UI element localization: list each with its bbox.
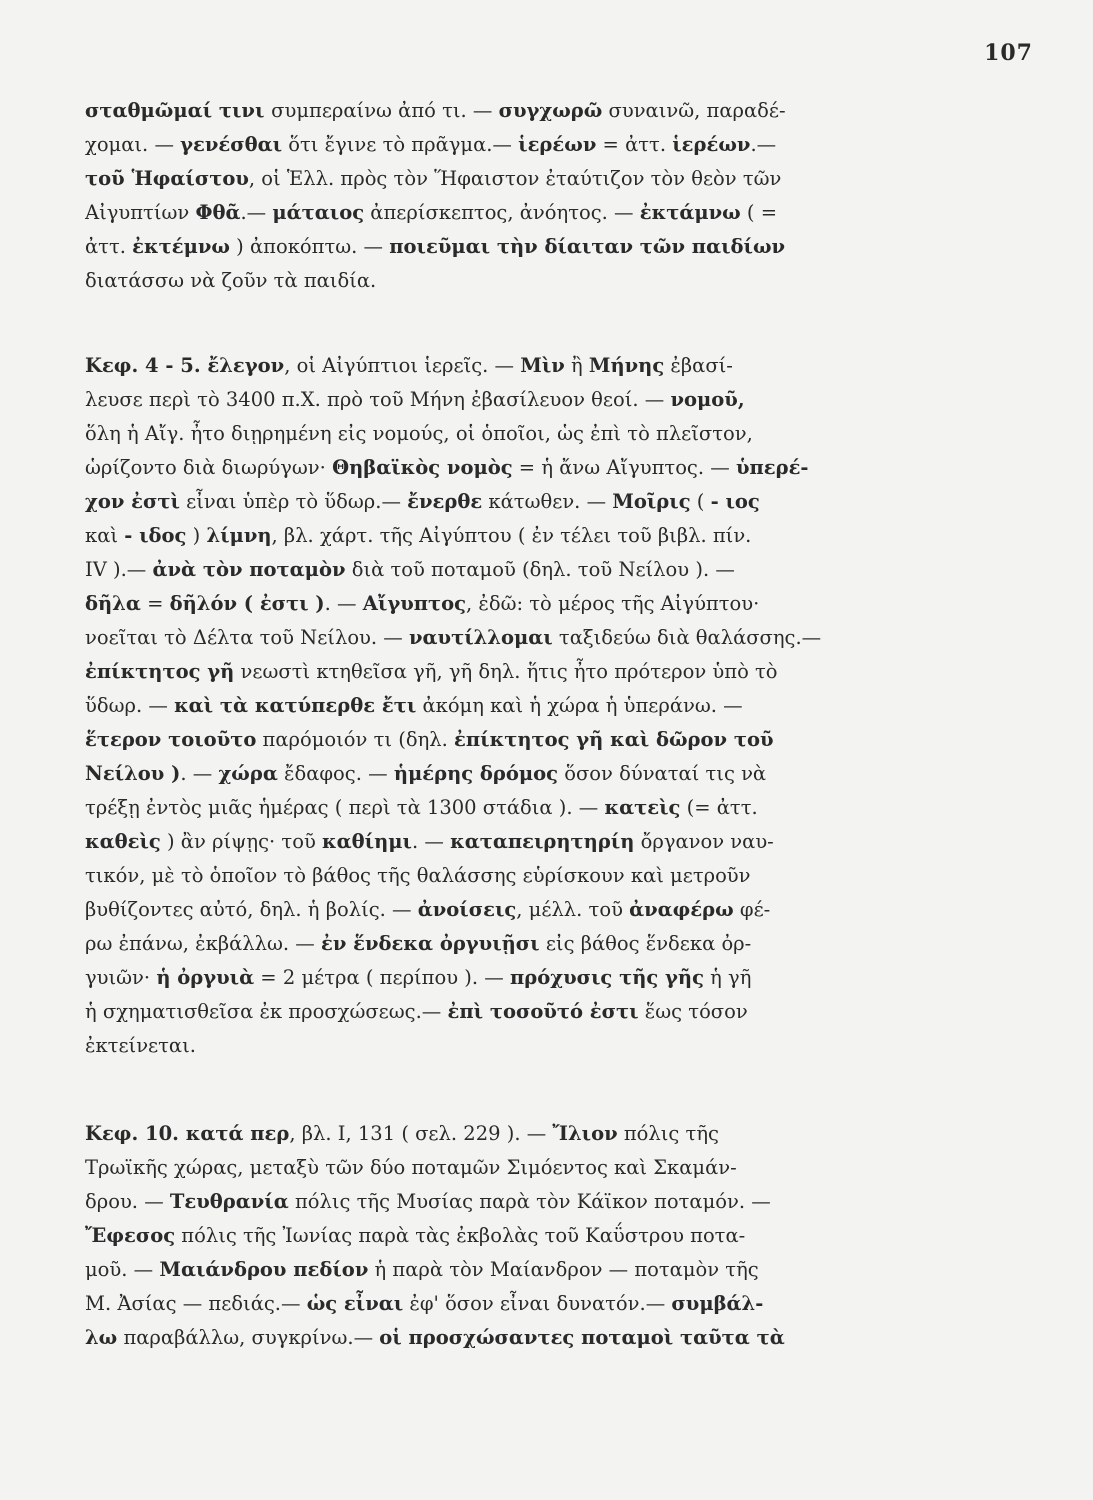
- page-number: 107: [984, 40, 1033, 66]
- text-run: ( =: [740, 201, 778, 224]
- text-line: [85, 94, 925, 128]
- bold-term: ἡμέρης δρόμος: [393, 762, 559, 785]
- text-line: [85, 1185, 925, 1219]
- text-run: νεωστὶ κτηθεῖσα γῆ, γῆ δηλ. ἥτις ἦτο πρότερον ὑπὸ τὸ: [234, 660, 778, 683]
- bold-term: καθεὶς: [85, 830, 161, 853]
- text-line: [85, 961, 925, 995]
- bold-term: τοῦ Ἡφαίστου: [85, 167, 249, 190]
- bold-term: ἡ ὀργυιὰ: [156, 966, 255, 989]
- text-run: διατάσσω νὰ ζοῦν τὰ παιδία.: [85, 269, 377, 292]
- bold-term: δῆλόν ( ἐστι ): [169, 592, 325, 615]
- text-line: [85, 1151, 925, 1185]
- text-run: . —: [180, 762, 219, 785]
- bold-term: δῆλα: [85, 592, 141, 615]
- text-run: ὕδωρ. —: [85, 694, 175, 717]
- bold-term: λίμνη: [206, 524, 272, 547]
- text-line: [85, 655, 925, 689]
- text-line: [85, 1219, 925, 1253]
- paragraph-2: [85, 349, 925, 1063]
- text-line: [85, 162, 925, 196]
- bold-term: Φθᾶ: [195, 201, 241, 224]
- bold-term: ἀνοίσεις: [417, 898, 517, 921]
- text-run: , ἐδῶ: τὸ μέρος τῆς Αἰγύπτου·: [466, 592, 760, 615]
- bold-term: ποιεῦμαι τὴν δίαιταν τῶν παιδίων: [389, 235, 786, 258]
- text-run: , μέλλ. τοῦ: [516, 898, 630, 921]
- text-run: ἡ παρὰ τὸν Μαίανδρον — ποταμὸν τῆς: [368, 1258, 759, 1281]
- text-run: ὅσον δύναταί τις νὰ: [558, 762, 767, 785]
- bold-term: κατεὶς: [604, 796, 681, 819]
- bold-term: ναυτίλλομαι: [409, 626, 553, 649]
- bold-term: ἀναφέρω: [629, 898, 734, 921]
- bold-term: Μαιάνδρου πεδίον: [159, 1258, 369, 1281]
- text-run: = ἡ ἄνω Αἴγυπτος. —: [512, 456, 736, 479]
- bold-term: Θηβαϊκὸς νομὸς: [332, 456, 513, 479]
- paragraph-1: [85, 94, 925, 298]
- text-line: [85, 451, 925, 485]
- text-line: [85, 927, 925, 961]
- bold-term: Τευθρανία: [169, 1190, 289, 1213]
- text-run: παραβάλλω, συγκρίνω.—: [117, 1326, 380, 1349]
- text-run: ἀκόμη καὶ ἡ χώρα ἡ ὑπεράνω. —: [416, 694, 743, 717]
- text-run: =: [140, 592, 170, 615]
- text-line: [85, 349, 925, 383]
- text-line: [85, 196, 925, 230]
- bold-term: πρόχυσις τῆς γῆς: [510, 966, 704, 989]
- text-line: [85, 825, 925, 859]
- text-line: [85, 893, 925, 927]
- text-run: ταξιδεύω διὰ θαλάσσης.—: [552, 626, 822, 649]
- text-run: ἔδαφος. —: [277, 762, 394, 785]
- text-line: [85, 621, 925, 655]
- text-run: συμπεραίνω ἀπό τι. —: [271, 99, 499, 122]
- text-run: τρέξῃ ἐντὸς μιᾶς ἡμέρας ( περὶ τὰ 1300 στάδια ). —: [85, 796, 605, 819]
- text-line: [85, 859, 925, 893]
- text-line: [85, 519, 925, 553]
- text-run: ἡ σχηματισθεῖσα ἐκ προσχώσεως.—: [85, 1000, 448, 1023]
- text-run: ρω ἐπάνω, ἐκβάλλω. —: [85, 932, 321, 955]
- bold-term: καὶ τὰ κατύπερθε ἔτι: [174, 694, 417, 717]
- bold-term: Μήνης: [588, 354, 665, 377]
- bold-term: Ἔφεσος: [85, 1224, 176, 1247]
- text-line: [85, 791, 925, 825]
- text-line: [85, 723, 925, 757]
- text-run: , οἱ Αἰγύπτιοι ἱερεῖς. —: [284, 354, 521, 377]
- text-line: [85, 417, 925, 451]
- text-run: καὶ: [85, 524, 125, 547]
- text-run: πόλις τῆς: [617, 1122, 719, 1145]
- text-run: = 2 μέτρα ( περίπου ). —: [254, 966, 510, 989]
- text-run: εἶναι ὑπὲρ τὸ ὕδωρ.—: [179, 490, 408, 513]
- text-run: , οἱ Ἑλλ. πρὸς τὸν Ἥφαιστον ἐταύτιζον τὸν θεὸν τῶν: [248, 167, 782, 190]
- text-run: ὄργανον ναυ-: [634, 830, 774, 853]
- paragraph-3: [85, 1117, 925, 1355]
- text-run: ὡρίζοντο διὰ διωρύγων·: [85, 456, 333, 479]
- bold-term: - ιος: [710, 490, 760, 513]
- text-run: , βλ. I, 131 ( σελ. 229 ). —: [289, 1122, 553, 1145]
- bold-term: οἱ προσχώσαντες ποταμοὶ ταῦτα τὰ: [379, 1326, 785, 1349]
- bold-term: ἐπίκτητος γῆ καὶ δῶρον τοῦ: [454, 728, 774, 751]
- text-run: ) ἂν ρίψῃς· τοῦ: [160, 830, 323, 853]
- text-run: πόλις τῆς Ἰωνίας παρὰ τὰς ἐκβολὰς τοῦ Καΰστρου ποτα-: [175, 1224, 746, 1247]
- bold-term: χώρα: [218, 762, 278, 785]
- text-run: ἀπερίσκεπτος, ἀνόητος. —: [364, 201, 640, 224]
- text-run: ὅλη ἡ Αἴγ. ἦτο διῃρημένη εἰς νομούς, οἱ ὁποῖοι, ὡς ἐπὶ τὸ πλεῖστον,: [85, 422, 753, 445]
- text-run: ἐκτείνεται.: [85, 1034, 196, 1057]
- bold-term: συγχωρῶ: [498, 99, 603, 122]
- bold-term: ἔνερθε: [407, 490, 483, 513]
- text-run: Τρωϊκῆς χώρας, μεταξὺ τῶν δύο ποταμῶν Σιμόεντος καὶ Σκαμάν-: [85, 1156, 737, 1179]
- bold-term: ἀνὰ τὸν ποταμὸν: [152, 558, 346, 581]
- text-run: τικόν, μὲ τὸ ὁποῖον τὸ βάθος τῆς θαλάσσης εὑρίσκουν καὶ μετροῦν: [85, 864, 751, 887]
- text-line: [85, 383, 925, 417]
- bold-term: Αἴγυπτος: [362, 592, 466, 615]
- text-run: εἰς βάθος ἕνδεκα ὀρ-: [539, 932, 752, 955]
- bold-term: ὡς εἶναι: [306, 1292, 404, 1315]
- text-run: δρου. —: [85, 1190, 170, 1213]
- bold-term: ἐπὶ τοσοῦτό ἐστι: [447, 1000, 639, 1023]
- bold-term: ὑπερέ-: [735, 456, 809, 479]
- text-run: συναινῶ, παραδέ-: [602, 99, 786, 122]
- text-line: [85, 1253, 925, 1287]
- bold-term: καθίημι: [322, 830, 412, 853]
- bold-term: Μοῖρις: [612, 490, 691, 513]
- bold-term: Κεφ. 4 - 5. ἔλεγον: [85, 354, 285, 377]
- text-run: μοῦ. —: [85, 1258, 160, 1281]
- bold-term: Κεφ. 10. κατά περ: [85, 1122, 290, 1145]
- bold-term: - ιδος: [124, 524, 187, 547]
- text-line: [85, 1287, 925, 1321]
- text-line: [85, 587, 925, 621]
- text-run: πόλις τῆς Μυσίας παρὰ τὸν Κάϊκον ποταμόν. —: [288, 1190, 771, 1213]
- text-run: χομαι. —: [85, 133, 181, 156]
- bold-term: ἐπίκτητος γῆ: [85, 660, 235, 683]
- bold-term: Νείλου ): [85, 762, 181, 785]
- bold-term: ἱερέων: [672, 133, 751, 156]
- text-run: Αἰγυπτίων: [85, 201, 196, 224]
- text-run: = ἀττ.: [596, 133, 673, 156]
- text-run: διὰ τοῦ ποταμοῦ (δηλ. τοῦ Νείλου ). —: [345, 558, 735, 581]
- bold-term: συμβάλ-: [671, 1292, 764, 1315]
- text-line: [85, 757, 925, 791]
- text-run: ἐφ' ὅσον εἶναι δυνατόν.—: [403, 1292, 672, 1315]
- text-run: .—: [750, 133, 777, 156]
- text-line: [85, 553, 925, 587]
- bold-term: μάταιος: [272, 201, 365, 224]
- bold-term: γενέσθαι: [180, 133, 283, 156]
- text-line: [85, 1321, 925, 1355]
- text-line: [85, 485, 925, 519]
- text-line: [85, 128, 925, 162]
- text-run: ὅτι ἔγινε τὸ πρᾶγμα.—: [282, 133, 519, 156]
- text-run: . —: [411, 830, 451, 853]
- bold-term: χον ἐστὶ: [85, 490, 180, 513]
- text-run: νοεῖται τὸ Δέλτα τοῦ Νείλου. —: [85, 626, 410, 649]
- bold-term: ἐκτέμνω: [132, 235, 230, 258]
- bold-term: σταθμῶμαί τινι: [85, 99, 272, 122]
- text-run: ἐβασί-: [664, 354, 733, 377]
- text-run: ἡ γῆ: [703, 966, 752, 989]
- text-run: (: [690, 490, 711, 513]
- text-run: φέ-: [733, 898, 771, 921]
- text-line: [85, 1117, 925, 1151]
- text-run: βυθίζοντες αὐτό, δηλ. ἡ βολίς. —: [85, 898, 418, 921]
- bold-term: ἐν ἕνδεκα ὀργυιῇσι: [320, 932, 540, 955]
- text-run: ἕως τόσον: [638, 1000, 748, 1023]
- text-run: (= ἀττ.: [680, 796, 758, 819]
- bold-term: νομοῦ,: [670, 388, 745, 411]
- text-run: , βλ. χάρτ. τῆς Αἰγύπτου ( ἐν τέλει τοῦ βιβλ. πίν.: [271, 524, 752, 547]
- text-line: [85, 689, 925, 723]
- bold-term: λω: [85, 1326, 118, 1349]
- text-run: γυιῶν·: [85, 966, 157, 989]
- text-line: [85, 995, 925, 1029]
- text-run: Μ. Ἀσίας — πεδιάς.—: [85, 1292, 307, 1315]
- text-run: IV ).—: [85, 558, 153, 581]
- text-run: ) ἀποκόπτω. —: [229, 235, 390, 258]
- bold-term: ἐκτάμνω: [639, 201, 741, 224]
- text-run: .—: [240, 201, 273, 224]
- text-line: [85, 264, 925, 298]
- text-run: κάτωθεν. —: [482, 490, 613, 513]
- bold-term: καταπειρητηρίη: [450, 830, 635, 853]
- text-run: . —: [324, 592, 363, 615]
- text-run: παρόμοιόν τι (δηλ.: [256, 728, 455, 751]
- bold-term: ἱερέων: [518, 133, 597, 156]
- bold-term: Μὶν: [520, 354, 565, 377]
- text-line: [85, 230, 925, 264]
- bold-term: Ἴλιον: [552, 1122, 618, 1145]
- text-line: [85, 1029, 925, 1063]
- text-run: ἀττ.: [85, 235, 133, 258]
- text-run: λευσε περὶ τὸ 3400 π.Χ. πρὸ τοῦ Μήνη ἐβασίλευον θεοί. —: [85, 388, 671, 411]
- text-run: ἢ: [564, 354, 589, 377]
- bold-term: ἕτερον τοιοῦτο: [85, 728, 257, 751]
- text-run: ): [186, 524, 207, 547]
